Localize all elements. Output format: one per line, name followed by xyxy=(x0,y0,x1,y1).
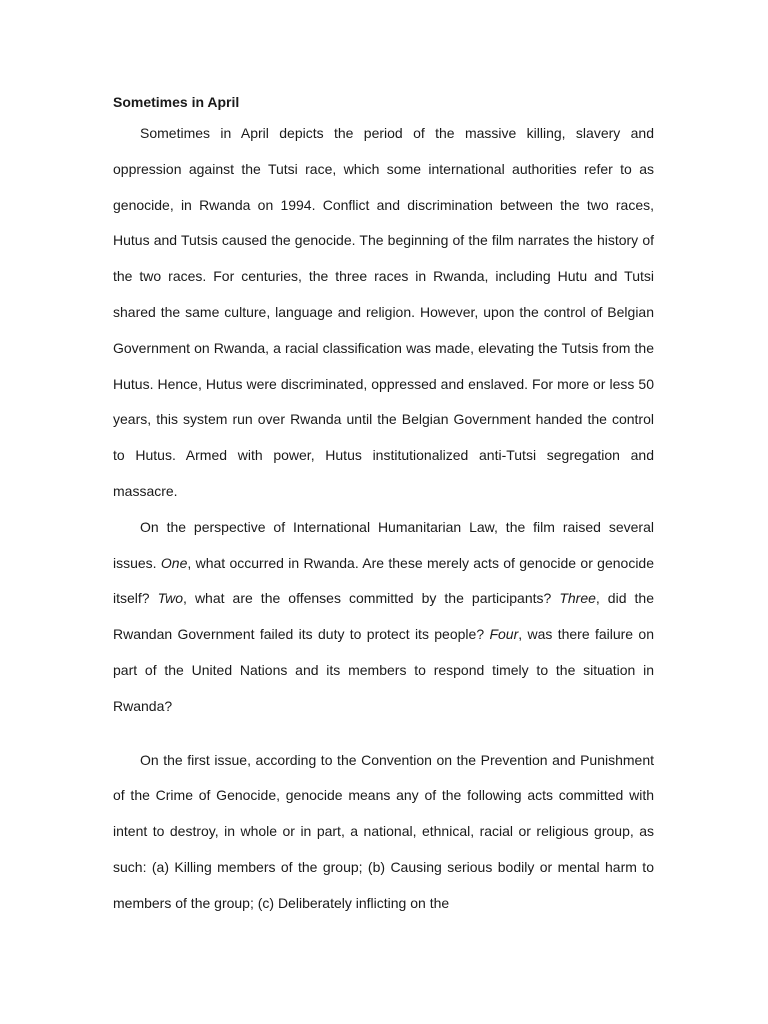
document-page xyxy=(113,90,654,922)
issue-three-text: , did the Rwandan Government failed its duty to protect its people? xyxy=(113,590,654,643)
paragraph-issues xyxy=(113,510,654,725)
paragraph-first-issue: On the first issue, according to the Convention on the Prevention and Punishment of the Crime of Genocide, genocide means any of the following acts committed with intent to destroy, in whole or in part, a national, ethnical, racial or religious group, as such: (a) Killing members of the group; (b) Causing serious bodily or mental harm to members of the group; (c) Deliberately inflicting on the xyxy=(113,751,654,911)
issue-two-text: , what are the offenses committed by the participants? xyxy=(183,590,560,607)
issue-two-label: Two xyxy=(157,590,184,607)
issue-four-label: Four xyxy=(489,626,519,643)
document-title: Sometimes in April xyxy=(113,94,240,110)
issue-four-text: , was there failure on part of the United Nations and its members to respond timely to the situation in Rwanda? xyxy=(113,626,654,714)
issue-three-label: Three xyxy=(559,590,596,607)
issue-one-label: One xyxy=(160,554,188,571)
issue-one-text: , what occurred in Rwanda. Are these merely acts of genocide or genocide itself? xyxy=(113,554,655,607)
paragraph-history: Sometimes in April depicts the period of the massive killing, slavery and oppression against the Tutsi race, which some international authorities refer to as genocide, in Rwanda on 1994. Conflict and discrimination between the two races, Hutus and Tutsis caused the genocide. The beginning of the film narrates the history of the two races. For centuries, the three races in Rwanda, including Hutu and Tutsi shared the same culture, language and religion. However, upon the control of Belgian Government on Rwanda, a racial classification was made, elevating the Tutsis from the Hutus. Hence, Hutus were discriminated, oppressed and enslaved. For more or less 50 years, this system run over Rwanda until the Belgian Government handed the control to Hutus. Armed with power, Hutus institutionalized anti-Tutsi segregation and massacre. xyxy=(113,125,654,499)
issues-intro: On the perspective of International Humanitarian Law, the film raised several issues. xyxy=(113,518,654,571)
